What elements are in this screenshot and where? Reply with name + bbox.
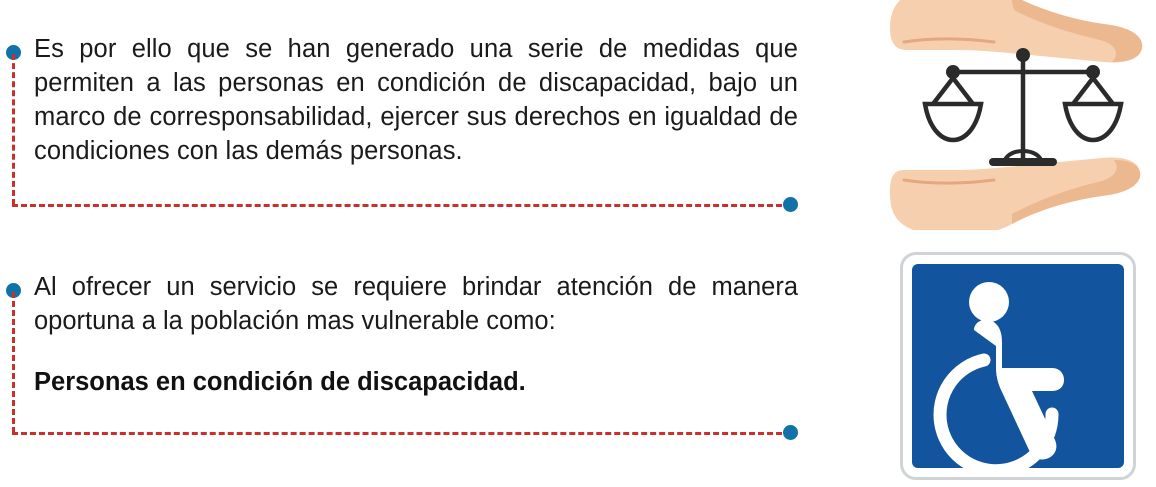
hands-holding-scale-illustration xyxy=(890,0,1156,230)
end-dot-icon xyxy=(783,425,798,440)
paragraph-measures: Es por ello que se han generado una serie de medidas que permiten a las personas en condición de discapacidad, bajo un marco de corresponsabilidad, ejercer sus derechos en igualdad de condiciones con las demás personas. xyxy=(34,35,798,165)
paragraph-service: Al ofrecer un servicio se requiere brindar atención de manera oportuna a la población mas vulnerable como: xyxy=(34,273,798,335)
wheelchair-accessibility-sign xyxy=(900,252,1136,480)
paragraph-service-emphasis: Personas en condición de discapacidad. xyxy=(34,368,526,396)
dashed-horizontal-line xyxy=(12,432,791,435)
wheelchair-symbol-icon xyxy=(912,264,1124,468)
sign-background xyxy=(912,264,1124,468)
end-dot-icon xyxy=(783,197,798,212)
hand-top-icon xyxy=(890,0,1142,62)
dashed-vertical-line xyxy=(12,54,15,205)
sign-card xyxy=(900,252,1136,480)
balance-scale-icon xyxy=(925,48,1121,162)
content-block-measures xyxy=(0,32,820,212)
hand-bottom-icon xyxy=(890,158,1140,230)
dashed-vertical-line xyxy=(12,292,15,433)
content-block-service xyxy=(0,270,820,440)
dashed-horizontal-line xyxy=(12,204,791,207)
